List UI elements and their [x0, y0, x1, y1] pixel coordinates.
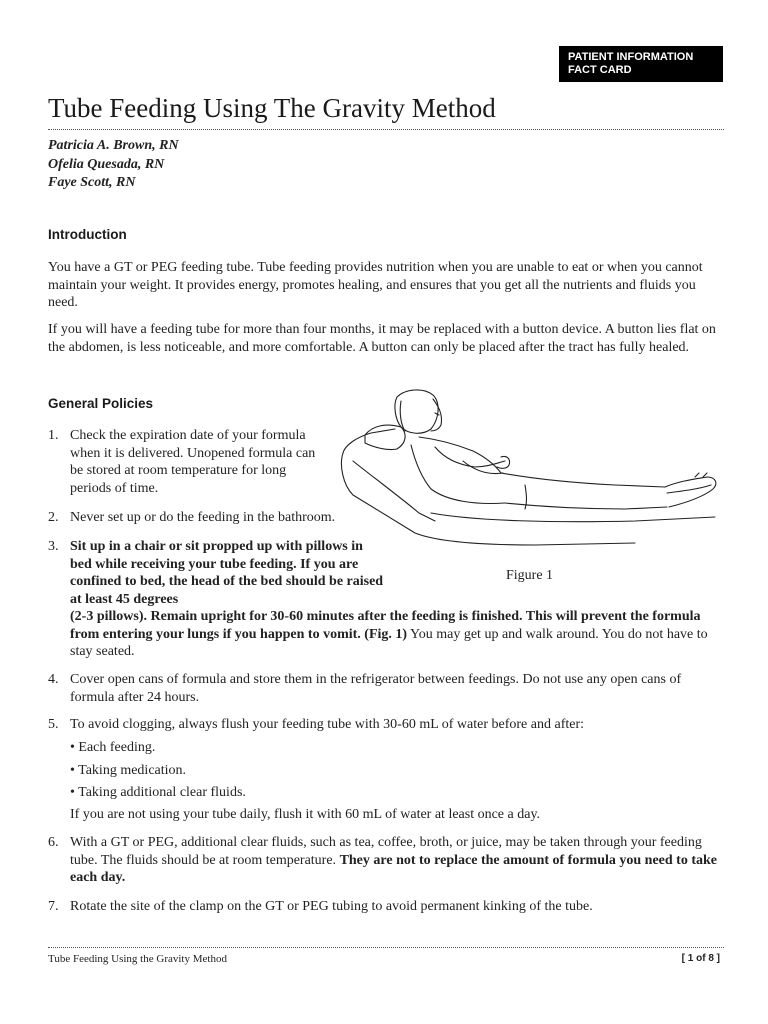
patient-reclining-illustration	[335, 385, 730, 550]
author-name: Ofelia Quesada, RN	[48, 156, 165, 172]
policy-item-5	[48, 716, 724, 734]
item-number: 7.	[48, 899, 59, 914]
item-text-continued	[48, 834, 724, 887]
item-number: 4.	[48, 672, 59, 687]
policy-item-2	[48, 509, 378, 527]
intro-paragraph-1: You have a GT or PEG feeding tube. Tube feeding provides nutrition when you are unable to eat or when you cannot maintain your weight. It provides energy, promotes healing, and ensures that you get all the nutrients and fluids you need.	[48, 260, 703, 310]
item-text-bold: Sit up in a chair or sit propped up with pillows in bed while receiving your tube feeding. If you are confined to bed, the head of the bed should be raised at least 45 degrees	[70, 539, 384, 607]
badge-line-2: FACT CARD	[568, 64, 632, 76]
policy-item-1	[48, 427, 328, 497]
item-number: 3.	[48, 539, 59, 554]
item-text: Never set up or do the feeding in the bathroom.	[70, 510, 336, 525]
item-number: 2.	[48, 510, 59, 525]
footer-document-title: Tube Feeding Using the Gravity Method	[48, 953, 227, 965]
title-divider	[48, 129, 724, 130]
author-list	[48, 137, 179, 193]
item-text-continued	[48, 608, 724, 661]
policy-item-3	[48, 538, 724, 661]
policy-item-6	[48, 834, 724, 887]
author-name: Faye Scott, RN	[48, 175, 136, 190]
badge-line-1: PATIENT INFORMATION	[568, 51, 694, 63]
policy-item-7	[48, 898, 724, 916]
item-number: 6.	[48, 835, 59, 850]
fact-card-badge	[559, 46, 723, 82]
item-text: To avoid clogging, always flush your feeding tube with 30-60 mL of water before and after:	[70, 717, 585, 732]
figure-caption: Figure 1	[506, 568, 554, 583]
item-text: You may get up and walk around. You do not have to stay seated.	[70, 626, 708, 659]
footer-divider	[48, 947, 724, 948]
page-title: Tube Feeding Using The Gravity Method	[48, 93, 496, 123]
item-text-bold: They are not to replace the amount of formula you need to take each day.	[70, 852, 718, 885]
item-5-note: If you are not using your tube daily, flush it with 60 mL of water at least once a day.	[70, 807, 541, 822]
item-text: Check the expiration date of your formula when it is delivered. Unopened formula can be stored at room temperature for long periods of time.	[70, 428, 316, 496]
item-text-bold: (2-3 pillows). Remain upright for 30-60 minutes after the feeding is finished. This will prevent the formula from entering your lungs if you happen to vomit. (Fig. 1)	[70, 609, 701, 642]
bullet-item: • Taking medication.	[70, 763, 187, 778]
item-text: With a GT or PEG, additional clear fluids, such as tea, coffee, broth, or juice, may be taken through your feeding tube. The fluids should be at room temperature.	[70, 835, 702, 868]
bullet-item: • Each feeding.	[70, 740, 156, 755]
item-number: 1.	[48, 428, 59, 443]
intro-paragraph-2: If you will have a feeding tube for more than four months, it may be replaced with a button device. A button lies flat on the abdomen, is less noticeable, and more comfortable. A button can only be placed after the tract has fully healed.	[48, 322, 716, 355]
bullet-item: • Taking additional clear fluids.	[70, 785, 246, 800]
author-name: Patricia A. Brown, RN	[48, 138, 179, 153]
policy-item-4	[48, 671, 724, 706]
item-text: Rotate the site of the clamp on the GT or PEG tubing to avoid permanent kinking of the tube.	[70, 899, 593, 914]
section-heading-introduction: Introduction	[48, 227, 127, 242]
page-number: [ 1 of 8 ]	[681, 953, 720, 964]
item-number: 5.	[48, 717, 59, 732]
item-text: Cover open cans of formula and store them in the refrigerator between feedings. Do not use any open cans of formula after 24 hours.	[70, 672, 682, 705]
section-heading-general-policies: General Policies	[48, 396, 154, 411]
